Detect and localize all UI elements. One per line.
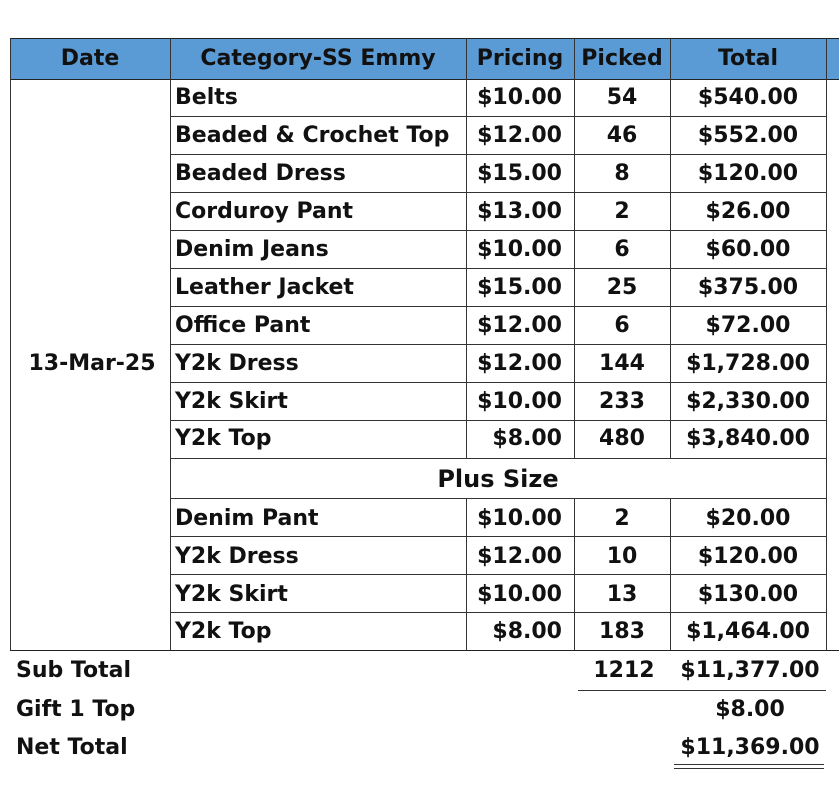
total-cell: $26.00 [705,199,791,224]
picked-cell: 6 [614,237,630,262]
pricing-cell: $8.00 [492,619,562,644]
header-category: Category-SS Emmy [200,46,436,71]
table-left-border [10,38,11,650]
picked-cell: 25 [606,275,638,300]
net-total-double-underline [674,768,824,769]
picked-cell: 2 [614,199,630,224]
pricing-cell: $12.00 [477,544,562,569]
picked-cell: 183 [599,619,645,644]
date-cell: 13-Mar-25 [28,351,156,376]
header-date: Date [60,46,120,71]
category-cell: Denim Pant [175,506,319,531]
pricing-cell: $12.00 [477,313,562,338]
category-cell: Denim Jeans [175,237,329,262]
picked-cell: 46 [606,123,638,148]
net-total-value: $11,369.00 [680,735,820,760]
total-cell: $3,840.00 [686,426,810,451]
net-total-double-underline [674,764,824,765]
picked-cell: 13 [606,582,638,607]
picked-cell: 233 [599,389,645,414]
pricing-cell: $12.00 [477,123,562,148]
total-cell: $60.00 [705,237,791,262]
total-cell: $1,464.00 [686,619,810,644]
grid-line [826,38,827,650]
category-cell: Corduroy Pant [175,199,354,224]
picked-cell: 10 [606,544,638,569]
total-cell: $120.00 [697,161,799,186]
category-cell: Y2k Top [175,619,272,644]
total-cell: $375.00 [697,275,799,300]
picked-cell: 480 [599,426,645,451]
category-cell: Y2k Top [175,426,272,451]
total-cell: $540.00 [697,85,799,110]
header-total: Total [717,46,779,71]
category-cell: Beaded Dress [175,161,346,186]
pricing-cell: $10.00 [477,582,562,607]
picked-cell: 8 [614,161,630,186]
gift-label: Gift 1 Top [16,697,136,722]
category-cell: Leather Jacket [175,275,354,300]
category-cell: Beaded & Crochet Top [175,123,450,148]
category-cell: Belts [175,85,238,110]
header-picked: Picked [581,46,663,71]
plus-size-heading: Plus Size [437,465,559,493]
grid-line [170,458,826,459]
total-cell: $552.00 [697,123,799,148]
sub-total-picked: 1212 [593,658,655,683]
total-cell: $20.00 [705,506,791,531]
total-cell: $120.00 [697,544,799,569]
header-pricing: Pricing [476,46,564,71]
picked-cell: 144 [599,351,645,376]
picked-cell: 6 [614,313,630,338]
total-cell: $2,330.00 [686,389,810,414]
pricing-cell: $13.00 [477,199,562,224]
pricing-cell: $15.00 [477,161,562,186]
sub-total-label: Sub Total [16,658,132,683]
picked-cell: 2 [614,506,630,531]
pricing-cell: $10.00 [477,237,562,262]
category-cell: Y2k Skirt [175,389,288,414]
category-cell: Office Pant [175,313,311,338]
pricing-cell: $15.00 [477,275,562,300]
pricing-cell: $12.00 [477,351,562,376]
total-cell: $130.00 [697,582,799,607]
category-cell: Y2k Dress [175,351,299,376]
pricing-cell: $10.00 [477,506,562,531]
net-total-label: Net Total [16,735,128,760]
sub-total-value: $11,377.00 [680,658,820,683]
category-cell: Y2k Skirt [175,582,288,607]
gift-value: $8.00 [715,697,785,722]
total-cell: $72.00 [705,313,791,338]
grid-line [170,498,826,499]
pricing-cell: $10.00 [477,85,562,110]
pricing-cell: $8.00 [492,426,562,451]
category-cell: Y2k Dress [175,544,299,569]
picked-cell: 54 [606,85,638,110]
pricing-cell: $10.00 [477,389,562,414]
total-cell: $1,728.00 [686,351,810,376]
